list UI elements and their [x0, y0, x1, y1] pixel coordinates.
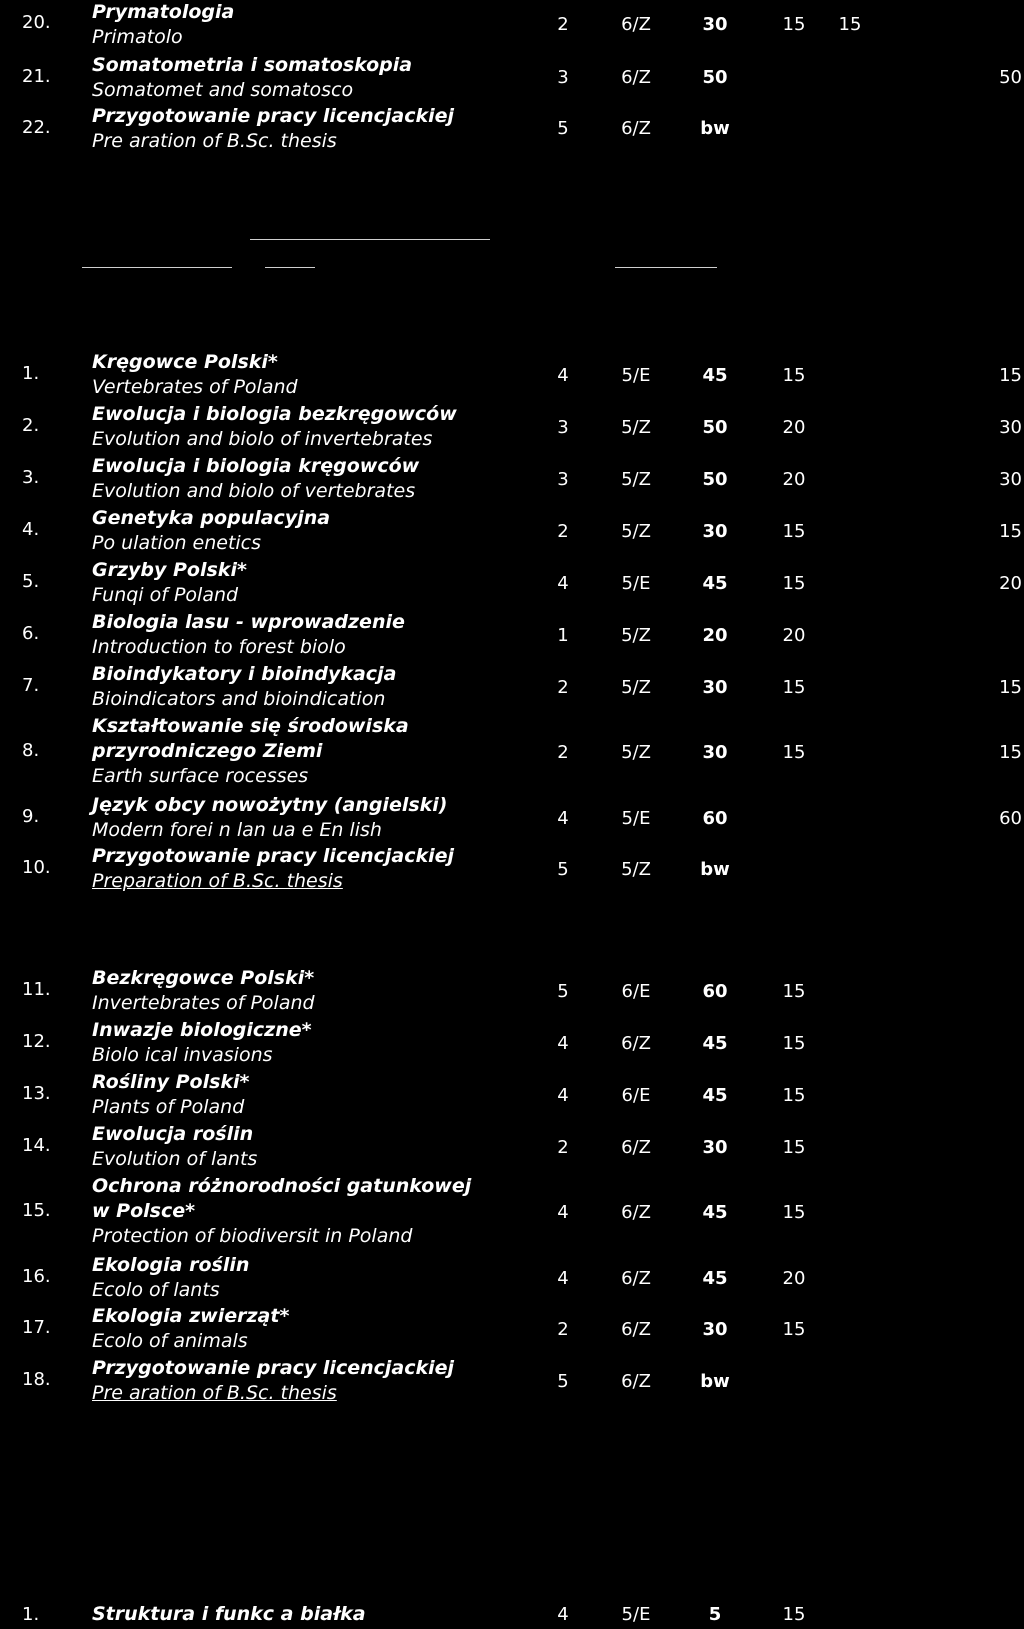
lecture-cell: 15	[782, 742, 806, 763]
row-number: 10.	[22, 857, 51, 878]
course-name-en: Bioindicators and bioindication	[92, 688, 386, 710]
semester-cell: 6/Z	[621, 118, 651, 139]
course-name-en: Protection of biodiversit in Poland	[92, 1225, 413, 1247]
course-name-en: Preparation of B.Sc. thesis	[92, 870, 343, 892]
course-name-pl: Bioindykatory i bioindykacja	[92, 663, 397, 685]
semester-cell: 5/Z	[621, 859, 651, 880]
row-number: 1.	[22, 363, 40, 384]
lab-cell: 15	[999, 365, 1022, 386]
table-row	[0, 104, 1024, 156]
course-name-pl: Genetyka populacyjna	[92, 507, 331, 529]
course-name-pl: Grzyby Polski*	[92, 559, 247, 581]
ects-cell: 4	[557, 1268, 569, 1289]
semester-cell: 5/Z	[621, 521, 651, 542]
course-name-pl: Ochrona różnorodności gatunkowej	[92, 1175, 472, 1197]
row-number: 4.	[22, 519, 40, 540]
row-number: 2.	[22, 415, 40, 436]
table-row	[0, 53, 1024, 105]
ects-cell: 5	[557, 859, 569, 880]
ects-cell: 1	[557, 625, 569, 646]
ects-cell: 2	[557, 1319, 569, 1340]
row-number: 6.	[22, 623, 40, 644]
lecture-cell: 15	[782, 677, 806, 698]
hours-cell: bw	[700, 1371, 730, 1392]
ects-cell: 3	[557, 469, 569, 490]
table-row	[0, 1602, 1024, 1629]
lab-cell: 30	[999, 417, 1022, 438]
lecture-cell: 15	[782, 981, 806, 1002]
table-row	[0, 0, 1024, 52]
scan-line	[615, 267, 717, 268]
lecture-cell: 15	[782, 1033, 806, 1054]
lab-cell: 60	[999, 808, 1022, 829]
ects-cell: 3	[557, 417, 569, 438]
semester-cell: 6/E	[621, 981, 651, 1002]
scan-line	[82, 267, 232, 268]
course-name-pl: Ewolucja roślin	[92, 1123, 254, 1145]
hours-cell: 45	[702, 1268, 728, 1289]
lab-cell: 15	[999, 677, 1022, 698]
course-name-pl: Rośliny Polski*	[92, 1071, 250, 1093]
lecture-cell: 15	[782, 573, 806, 594]
course-name-pl: Bezkręgowce Polski*	[92, 967, 315, 989]
course-name-en: Somatomet and somatosco	[92, 79, 354, 101]
lecture-cell: 20	[782, 1268, 806, 1289]
course-name-en: Invertebrates of Poland	[92, 992, 315, 1014]
hours-cell: 30	[702, 742, 728, 763]
table-row	[0, 610, 1024, 662]
ects-cell: 2	[557, 677, 569, 698]
hours-cell: bw	[700, 118, 730, 139]
table-row	[0, 793, 1024, 845]
course-name-pl: Kręgowce Polski*	[92, 351, 278, 373]
course-name-pl-cont: przyrodniczego Ziemi	[92, 740, 323, 762]
semester-cell: 6/Z	[621, 1319, 651, 1340]
lecture-cell: 20	[782, 417, 806, 438]
hours-cell: 45	[702, 1202, 728, 1223]
hours-cell: 30	[702, 521, 728, 542]
ects-cell: 5	[557, 118, 569, 139]
table-row	[0, 966, 1024, 1018]
hours-cell: 30	[702, 1319, 728, 1340]
course-name-pl: Kształtowanie się środowiska	[92, 715, 409, 737]
row-number: 18.	[22, 1369, 51, 1390]
lecture-cell: 20	[782, 469, 806, 490]
hours-cell: 50	[702, 469, 728, 490]
lab-cell: 15	[999, 742, 1022, 763]
ects-cell: 2	[557, 521, 569, 542]
course-name-pl: Ewolucja i biologia kręgowców	[92, 455, 420, 477]
semester-cell: 6/Z	[621, 67, 651, 88]
hours-cell: 30	[702, 677, 728, 698]
lab-cell: 20	[999, 573, 1022, 594]
hours-cell: 30	[702, 14, 728, 35]
course-name-en: Ecolo of animals	[92, 1330, 248, 1352]
course-name-pl: Ewolucja i biologia bezkręgowców	[92, 403, 457, 425]
semester-cell: 6/E	[621, 1085, 651, 1106]
table-row	[0, 1304, 1024, 1356]
row-number: 3.	[22, 467, 40, 488]
lecture-cell: 15	[782, 1604, 806, 1625]
table-row	[0, 844, 1024, 896]
table-row	[0, 402, 1024, 454]
row-number: 16.	[22, 1266, 51, 1287]
hours-cell: 60	[702, 981, 728, 1002]
row-number: 13.	[22, 1083, 51, 1104]
ects-cell: 3	[557, 67, 569, 88]
course-name-pl-cont: w Polsce*	[92, 1200, 196, 1222]
row-number: 21.	[22, 66, 51, 87]
semester-cell: 5/Z	[621, 625, 651, 646]
lecture-cell: 15	[782, 365, 806, 386]
lecture-cell: 15	[782, 1202, 806, 1223]
course-name-en: Evolution and biolo of invertebrates	[92, 428, 433, 450]
scan-line	[250, 239, 490, 240]
course-name-en: Pre aration of B.Sc. thesis	[92, 130, 337, 152]
semester-cell: 5/E	[621, 1604, 651, 1625]
course-name-en: Plants of Poland	[92, 1096, 245, 1118]
row-number: 20.	[22, 12, 51, 33]
ects-cell: 2	[557, 1137, 569, 1158]
lab-cell: 50	[999, 67, 1022, 88]
row-number: 8.	[22, 740, 40, 761]
course-name-pl: Somatometria i somatoskopia	[92, 54, 413, 76]
hours-cell: 45	[702, 573, 728, 594]
table-row	[0, 1070, 1024, 1122]
course-name-pl: Prymatologia	[92, 1, 235, 23]
lecture-cell: 15	[782, 1137, 806, 1158]
row-number: 17.	[22, 1317, 51, 1338]
semester-cell: 6/Z	[621, 14, 651, 35]
semester-cell: 5/Z	[621, 417, 651, 438]
hours-cell: 45	[702, 365, 728, 386]
row-number: 7.	[22, 675, 40, 696]
semester-cell: 5/E	[621, 573, 651, 594]
semester-cell: 6/Z	[621, 1137, 651, 1158]
course-name-pl: Przygotowanie pracy licencjackiej	[92, 845, 455, 867]
semester-cell: 6/Z	[621, 1371, 651, 1392]
semester-cell: 5/Z	[621, 677, 651, 698]
course-name-pl: Przygotowanie pracy licencjackiej	[92, 105, 455, 127]
table-row	[0, 1174, 1024, 1252]
table-row	[0, 1122, 1024, 1174]
hours-cell: 30	[702, 1137, 728, 1158]
course-name-en: Biolo ical invasions	[92, 1044, 273, 1066]
table-row	[0, 714, 1024, 792]
course-name-pl: Przygotowanie pracy licencjackiej	[92, 1357, 455, 1379]
lecture-cell: 15	[782, 1085, 806, 1106]
lecture-cell: 15	[782, 14, 806, 35]
semester-cell: 5/Z	[621, 742, 651, 763]
row-number: 12.	[22, 1031, 51, 1052]
ects-cell: 4	[557, 808, 569, 829]
hours-cell: bw	[700, 859, 730, 880]
row-number: 5.	[22, 571, 40, 592]
semester-cell: 5/E	[621, 365, 651, 386]
ects-cell: 4	[557, 1604, 569, 1625]
hours-cell: 60	[702, 808, 728, 829]
course-name-pl: Ekologia roślin	[92, 1254, 250, 1276]
row-number: 11.	[22, 979, 51, 1000]
table-row	[0, 506, 1024, 558]
hours-cell: 50	[702, 67, 728, 88]
row-number: 1.	[22, 1604, 40, 1625]
table-row	[0, 1356, 1024, 1408]
row-number: 14.	[22, 1135, 51, 1156]
course-name-pl: Struktura i funkc a białka	[92, 1603, 366, 1625]
table-row	[0, 1018, 1024, 1070]
table-row	[0, 350, 1024, 402]
ects-cell: 4	[557, 365, 569, 386]
ects-cell: 4	[557, 573, 569, 594]
semester-cell: 6/Z	[621, 1033, 651, 1054]
ects-cell: 4	[557, 1033, 569, 1054]
row-number: 22.	[22, 117, 51, 138]
semester-cell: 5/E	[621, 808, 651, 829]
hours-cell: 45	[702, 1085, 728, 1106]
course-name-pl: Inwazje biologiczne*	[92, 1019, 312, 1041]
lecture-cell: 15	[782, 521, 806, 542]
hours-cell: 20	[702, 625, 728, 646]
ects-cell: 5	[557, 1371, 569, 1392]
hours-cell: 50	[702, 417, 728, 438]
course-name-en: Evolution of lants	[92, 1148, 258, 1170]
table-row	[0, 454, 1024, 506]
course-name-en: Vertebrates of Poland	[92, 376, 298, 398]
ects-cell: 5	[557, 981, 569, 1002]
course-name-en: Earth surface rocesses	[92, 765, 309, 787]
row-number: 15.	[22, 1200, 51, 1221]
row-number: 9.	[22, 806, 40, 827]
ects-cell: 4	[557, 1085, 569, 1106]
table-row	[0, 662, 1024, 714]
course-name-en: Ecolo of lants	[92, 1279, 220, 1301]
semester-cell: 6/Z	[621, 1202, 651, 1223]
semester-cell: 6/Z	[621, 1268, 651, 1289]
course-name-en: Evolution and biolo of vertebrates	[92, 480, 416, 502]
course-name-en: Pre aration of B.Sc. thesis	[92, 1382, 337, 1404]
exercise-cell: 15	[838, 14, 862, 35]
ects-cell: 2	[557, 14, 569, 35]
table-row	[0, 1253, 1024, 1305]
lecture-cell: 15	[782, 1319, 806, 1340]
course-name-en: Introduction to forest biolo	[92, 636, 346, 658]
course-name-pl: Ekologia zwierząt*	[92, 1305, 290, 1327]
hours-cell: 5	[708, 1604, 722, 1625]
course-name-en: Modern forei n lan ua e En lish	[92, 819, 382, 841]
lab-cell: 30	[999, 469, 1022, 490]
course-name-en: Po ulation enetics	[92, 532, 262, 554]
ects-cell: 2	[557, 742, 569, 763]
lecture-cell: 20	[782, 625, 806, 646]
course-name-en: Primatolo	[92, 26, 183, 48]
hours-cell: 45	[702, 1033, 728, 1054]
scan-line	[265, 267, 315, 268]
lab-cell: 15	[999, 521, 1022, 542]
semester-cell: 5/Z	[621, 469, 651, 490]
ects-cell: 4	[557, 1202, 569, 1223]
course-name-pl: Język obcy nowożytny (angielski)	[92, 794, 448, 816]
course-name-pl: Biologia lasu - wprowadzenie	[92, 611, 405, 633]
table-row	[0, 558, 1024, 610]
course-name-en: Funqi of Poland	[92, 584, 239, 606]
